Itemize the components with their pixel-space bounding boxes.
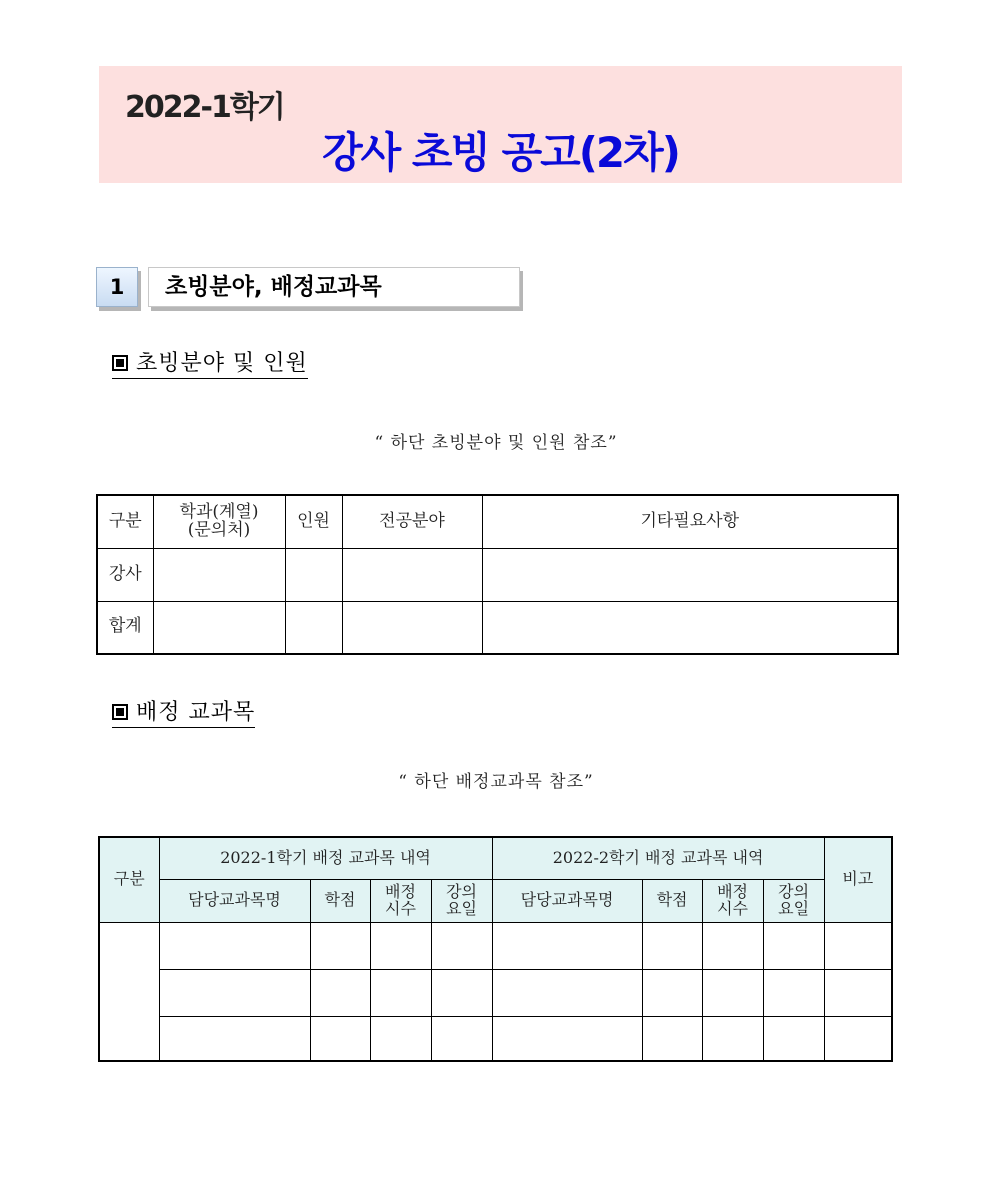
recruitment-note: “ 하단 초빙분야 및 인원 참조”	[374, 433, 618, 453]
cell	[824, 1016, 892, 1061]
header-credit: 학점	[642, 879, 702, 922]
cell	[431, 922, 492, 969]
header-category: 구분	[97, 495, 153, 548]
header-hours-line2: 시수	[717, 898, 748, 918]
section-number: 1	[96, 267, 138, 307]
header-course: 담당교과목명	[492, 879, 642, 922]
table-header-row	[99, 837, 892, 879]
table-row	[97, 548, 898, 601]
cell	[310, 1016, 370, 1061]
cell	[370, 969, 431, 1016]
row-label: 강사	[97, 548, 153, 601]
table-row	[99, 969, 892, 1016]
header-day	[431, 879, 492, 922]
header-day-line1: 강의	[446, 881, 477, 901]
cell	[482, 601, 898, 654]
header-day	[763, 879, 824, 922]
recruitment-table	[96, 494, 899, 655]
cell	[824, 922, 892, 969]
cell	[310, 969, 370, 1016]
cell	[431, 969, 492, 1016]
cell	[342, 601, 482, 654]
cell	[159, 922, 310, 969]
header-department-line1: 학과(계열)	[179, 501, 259, 522]
cell	[763, 922, 824, 969]
table-subheader-row	[99, 879, 892, 922]
courses-note: “ 하단 배정교과목 참조”	[398, 772, 594, 792]
header-category: 구분	[99, 837, 159, 922]
subheading-recruitment	[112, 346, 308, 379]
cell	[492, 969, 642, 1016]
page-title: 강사 초빙 공고(2차)	[322, 128, 679, 177]
header-hours-line2: 시수	[385, 898, 416, 918]
cell	[642, 969, 702, 1016]
header-department	[153, 495, 285, 548]
cell	[492, 922, 642, 969]
header-course: 담당교과목명	[159, 879, 310, 922]
header-hours	[702, 879, 763, 922]
cell	[642, 1016, 702, 1061]
header-hours	[370, 879, 431, 922]
cell	[153, 601, 285, 654]
header-other: 기타필요사항	[482, 495, 898, 548]
cell	[492, 1016, 642, 1061]
header-term2: 2022-2학기 배정 교과목 내역	[492, 837, 824, 879]
cell	[431, 1016, 492, 1061]
subheading-courses	[112, 695, 255, 728]
cell	[702, 969, 763, 1016]
table-row	[99, 1016, 892, 1061]
cell	[370, 922, 431, 969]
cell	[702, 922, 763, 969]
cell	[159, 1016, 310, 1061]
row-label: 합계	[97, 601, 153, 654]
cell	[763, 1016, 824, 1061]
category-cell	[99, 922, 159, 1061]
header-term1: 2022-1학기 배정 교과목 내역	[159, 837, 492, 879]
table-row	[97, 601, 898, 654]
header-credit: 학점	[310, 879, 370, 922]
header-day-line2: 요일	[778, 898, 810, 918]
cell	[159, 969, 310, 1016]
header-hours-line1: 배정	[385, 881, 416, 901]
square-bullet-icon	[112, 355, 128, 371]
cell	[763, 969, 824, 1016]
table-row	[99, 922, 892, 969]
cell	[370, 1016, 431, 1061]
courses-table	[98, 836, 893, 1062]
cell	[153, 548, 285, 601]
header-department-line2: (문의처)	[187, 519, 251, 540]
semester-label: 2022-1학기	[125, 90, 284, 125]
cell	[702, 1016, 763, 1061]
subheading-text: 초빙분야 및 인원	[136, 351, 308, 376]
header-day-line2: 요일	[446, 898, 477, 918]
cell	[642, 922, 702, 969]
cell	[285, 548, 342, 601]
section-title: 초빙분야, 배정교과목	[148, 267, 520, 307]
header-remarks: 비고	[824, 837, 892, 922]
header-major: 전공분야	[342, 495, 482, 548]
cell	[310, 922, 370, 969]
subheading-text: 배정 교과목	[136, 700, 256, 725]
cell	[285, 601, 342, 654]
header-hours-line1: 배정	[717, 881, 748, 901]
header-day-line1: 강의	[778, 881, 810, 901]
cell	[482, 548, 898, 601]
table-header-row	[97, 495, 898, 548]
cell	[824, 969, 892, 1016]
title-banner	[99, 66, 902, 183]
cell	[342, 548, 482, 601]
square-bullet-icon	[112, 704, 128, 720]
header-count: 인원	[285, 495, 342, 548]
